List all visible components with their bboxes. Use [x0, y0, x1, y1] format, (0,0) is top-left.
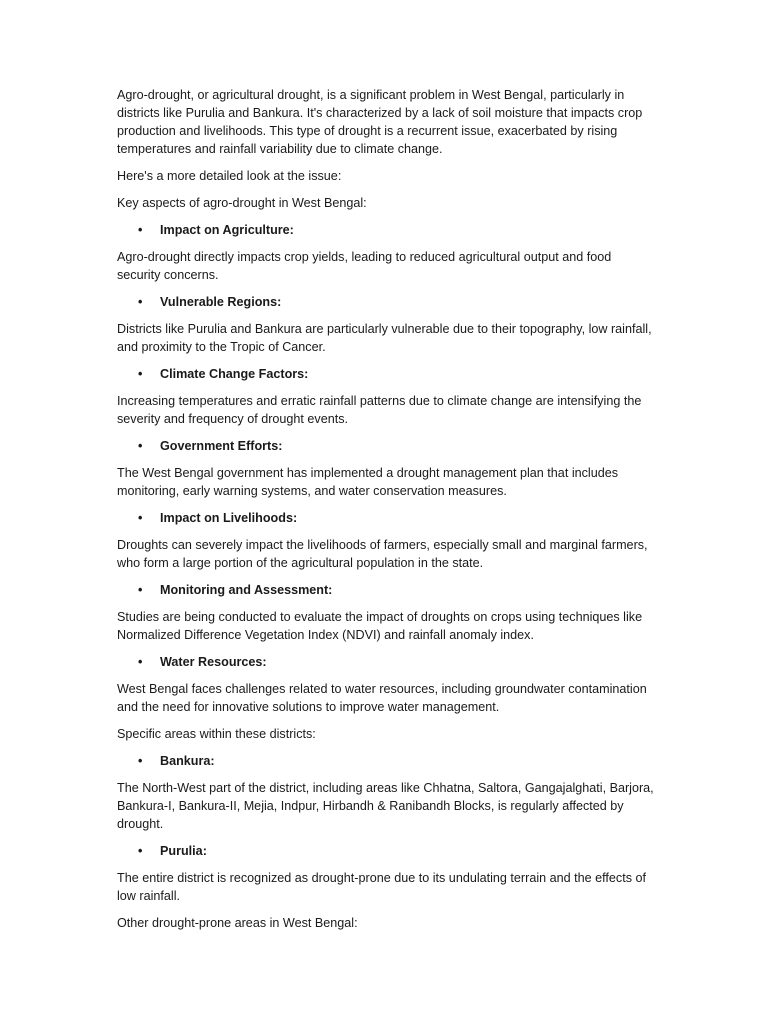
district-paragraph: The North-West part of the district, including areas like Chhatna, Saltora, Gangajalghati, Barjora, Bankura-I, Bankura-II, Mejia, Indpur, Hirbandh & Ranibandh Blocks, is regularly affected by drought.: [117, 781, 654, 831]
bullet-title: Water Resources:: [160, 655, 267, 669]
other-areas-heading: Other drought-prone areas in West Bengal:: [117, 916, 358, 930]
bullet-title: Vulnerable Regions:: [160, 295, 282, 309]
bullet-item-purulia: [117, 842, 657, 860]
bullet-item-monitoring-and-assessment: [117, 581, 657, 599]
aspect-paragraph: Studies are being conducted to evaluate the impact of droughts on crops using techniques like Normalized Difference Vegetation Index (NDVI) and rainfall anomaly index.: [117, 610, 643, 642]
bullet-icon: •: [138, 655, 143, 669]
bullet-icon: •: [138, 439, 143, 453]
bullet-title: Climate Change Factors:: [160, 367, 309, 381]
bullet-icon: •: [138, 583, 143, 597]
bullet-item-water-resources: [117, 653, 657, 671]
aspect-paragraph: West Bengal faces challenges related to water resources, including groundwater contamination and the need for innovative solutions to improve water management.: [117, 682, 647, 714]
bullet-item-impact-on-agriculture: [117, 221, 657, 239]
bullet-title: Government Efforts:: [160, 439, 283, 453]
aspect-paragraph: Droughts can severely impact the livelihoods of farmers, especially small and marginal farmers, who form a large portion of the agricultural population in the state.: [117, 538, 648, 570]
specific-areas-heading: Specific areas within these districts:: [117, 727, 316, 741]
aspect-paragraph: Increasing temperatures and erratic rainfall patterns due to climate change are intensifying the severity and frequency of drought events.: [117, 394, 642, 426]
bullet-icon: •: [138, 844, 143, 858]
bullet-title: Purulia:: [160, 844, 207, 858]
bullet-icon: •: [138, 295, 143, 309]
bullet-item-climate-change-factors: [117, 365, 657, 383]
bullet-title: Impact on Agriculture:: [160, 223, 294, 237]
district-paragraph: The entire district is recognized as drought-prone due to its undulating terrain and the effects of low rainfall.: [117, 871, 647, 903]
bullet-title: Bankura:: [160, 754, 215, 768]
aspect-paragraph: The West Bengal government has implemented a drought management plan that includes monitoring, early warning systems, and water conservation measures.: [117, 466, 619, 498]
lead-paragraph: Here's a more detailed look at the issue:: [117, 169, 342, 183]
bullet-icon: •: [138, 223, 143, 237]
bullet-item-government-efforts: [117, 437, 657, 455]
bullet-icon: •: [138, 367, 143, 381]
bullet-item-vulnerable-regions: [117, 293, 657, 311]
bullet-item-bankura: [117, 752, 657, 770]
bullet-item-impact-on-livelihoods: [117, 509, 657, 527]
bullet-title: Monitoring and Assessment:: [160, 583, 333, 597]
bullet-title: Impact on Livelihoods:: [160, 511, 298, 525]
intro-paragraph: Agro-drought, or agricultural drought, is a significant problem in West Bengal, particularly in districts like Purulia and Bankura. It's characterized by a lack of soil moisture that impacts crop production and livelihoods. This type of drought is a recurrent issue, exacerbated by rising temperatures and rainfall variability due to climate change.: [117, 88, 643, 156]
aspect-paragraph: Agro-drought directly impacts crop yields, leading to reduced agricultural output and food security concerns.: [117, 250, 612, 282]
bullet-icon: •: [138, 511, 143, 525]
bullet-icon: •: [138, 754, 143, 768]
aspect-paragraph: Districts like Purulia and Bankura are particularly vulnerable due to their topography, low rainfall, and proximity to the Tropic of Cancer.: [117, 322, 652, 354]
key-aspects-heading: Key aspects of agro-drought in West Bengal:: [117, 196, 367, 210]
document-page: [117, 86, 657, 941]
